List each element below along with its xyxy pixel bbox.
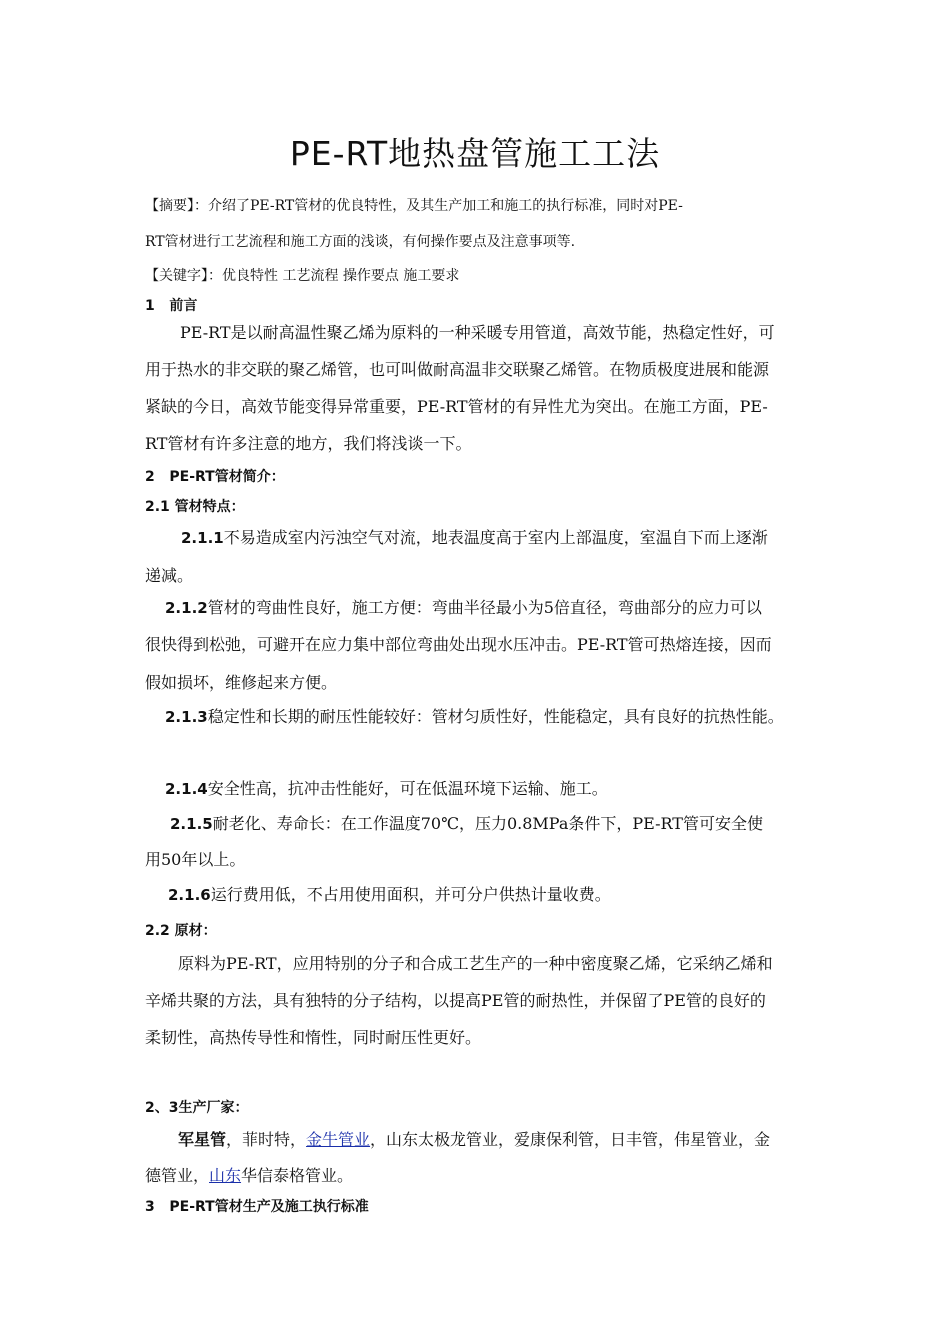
item-text: 安全性高，抗冲击性能好，可在低温环境下运输、施工。 <box>207 779 608 798</box>
makers-text-c: 德管业， <box>145 1166 210 1185</box>
item-text: 稳定性和长期的耐压性能较好：管材匀质性好，性能稳定，具有良好的抗热性能。 <box>207 707 784 726</box>
keywords-line <box>145 266 459 286</box>
item-number: 2.1.2 <box>165 599 208 617</box>
section-2-3-heading: 2、3生产厂家： <box>145 1100 249 1116</box>
makers-text-d: 华信泰格管业。 <box>241 1166 354 1185</box>
item-2-1-2-cont-2: 假如损坏，维修起来方便。 <box>145 673 338 692</box>
item-2-1-2 <box>165 598 762 618</box>
keywords-text: ：优良特性 工艺流程 操作要点 施工要求 <box>208 268 460 284</box>
sec1-line-4: RT管材有许多注意的地方，我们将浅谈一下。 <box>145 434 472 453</box>
maker-first: 军星管 <box>178 1130 227 1149</box>
keywords-label: 【关键字】 <box>145 268 208 284</box>
item-2-1-4 <box>165 779 608 799</box>
page-title: PE-RT地热盘管施工工法 <box>289 134 661 173</box>
makers-line-2 <box>145 1166 353 1186</box>
section-2-2-heading: 2.2 原材： <box>145 923 217 939</box>
makers-text-b: ，山东太极龙管业，爱康保利管，日丰管，伟星管业，金 <box>370 1130 771 1149</box>
sec1-line-1: PE-RT是以耐高温性聚乙烯为原料的一种采暖专用管道，高效节能，热稳定性好，可 <box>180 323 775 342</box>
section-2-1-heading: 2.1 管材特点： <box>145 499 245 515</box>
item-number: 2.1.4 <box>165 780 208 798</box>
raw-line-3: 柔韧性，高热传导性和惰性，同时耐压性更好。 <box>145 1028 482 1047</box>
makers-line-1 <box>178 1130 770 1150</box>
item-2-1-1-cont: 递减。 <box>145 566 194 585</box>
item-text: 管材的弯曲性良好，施工方便：弯曲半径最小为5倍直径，弯曲部分的应力可以 <box>207 598 762 617</box>
item-2-1-3 <box>165 707 784 727</box>
item-number: 2.1.5 <box>170 815 213 833</box>
item-number: 2.1.1 <box>181 529 224 547</box>
abstract-label: 【摘要】 <box>145 198 194 214</box>
abstract-text-1: ：介绍了PE-RT管材的优良特性，及其生产加工和施工的执行标准，同时对PE- <box>194 198 683 214</box>
item-text: 运行费用低，不占用使用面积，并可分户供热计量收费。 <box>210 885 611 904</box>
abstract-line-2: RT管材进行工艺流程和施工方面的浅谈，有何操作要点及注意事项等. <box>145 234 576 250</box>
abstract-line-1 <box>145 196 683 216</box>
sec1-line-2: 用于热水的非交联的聚乙烯管，也可叫做耐高温非交联聚乙烯管。在物质极度进展和能源 <box>145 360 770 379</box>
item-2-1-1 <box>181 528 768 548</box>
item-number: 2.1.3 <box>165 708 208 726</box>
item-2-1-5-cont: 用50年以上。 <box>145 850 246 869</box>
sec1-line-3: 紧缺的今日，高效节能变得异常重要，PE-RT管材的有异性尤为突出。在施工方面，PE- <box>145 397 768 416</box>
item-number: 2.1.6 <box>168 886 211 904</box>
item-2-1-6 <box>168 885 611 905</box>
item-text: 耐老化、寿命长：在工作温度70℃，压力0.8MPa条件下，PE-RT管可安全使 <box>212 814 763 833</box>
section-1-heading: 1 前言 <box>145 298 198 314</box>
item-2-1-2-cont-1: 很快得到松弛，可避开在应力集中部位弯曲处出现水压冲击。PE-RT管可热熔连接，因而 <box>145 635 772 654</box>
section-3-heading: 3 PE-RT管材生产及施工执行标准 <box>145 1199 369 1215</box>
maker-link-jinniu[interactable]: 金牛管业 <box>306 1130 371 1149</box>
section-2-heading: 2 PE-RT管材简介： <box>145 469 285 485</box>
item-2-1-5 <box>170 814 763 834</box>
raw-line-1: 原料为PE-RT，应用特别的分子和合成工艺生产的一种中密度聚乙烯，它采纳乙烯和 <box>178 954 773 973</box>
item-text: 不易造成室内污浊空气对流，地表温度高于室内上部温度，室温自下而上逐渐 <box>223 528 768 547</box>
raw-line-2: 辛烯共聚的方法，具有独特的分子结构，以提高PE管的耐热性，并保留了PE管的良好的 <box>145 991 766 1010</box>
maker-link-shandong[interactable]: 山东 <box>209 1166 242 1185</box>
makers-text-a: ，菲时特， <box>226 1130 307 1149</box>
